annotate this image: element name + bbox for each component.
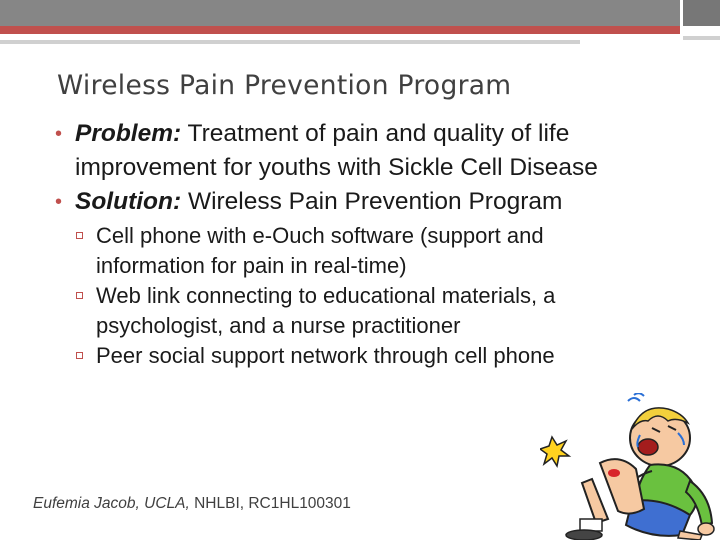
top-right-block [683,0,720,26]
top-thin-line-right [683,36,720,40]
sub-bullet-text: Peer social support network through cell phone [96,343,555,368]
square-bullet-icon [76,292,83,299]
sub-bullet-item [0,341,656,371]
footer-credit-rest: NHLBI, RC1HL100301 [189,495,351,512]
bullet-solution-label: Solution: [75,188,182,215]
sub-bullet-text: Web link connecting to educational materials, a psychologist, and a nurse practitioner [96,283,556,338]
slide-footer-credit [33,495,351,513]
crying-child-clipart-icon [540,393,720,540]
bullet-solution-text: Wireless Pain Prevention Program [181,188,563,215]
bullet-dot-icon: • [55,191,63,213]
footer-credit-italic: Eufemia Jacob, UCLA, [33,495,190,512]
square-bullet-icon [76,232,83,239]
bullet-problem-text: Treatment of pain and quality of life improvement for youths with Sickle Cell Disease [75,120,598,181]
bullet-dot-icon: • [55,123,63,145]
sub-bullet-list [0,221,720,371]
slide-title: Wireless Pain Prevention Program [57,70,512,101]
bullet-solution [0,185,695,219]
top-decoration-bar [0,0,720,44]
sub-bullet-text: Cell phone with e-Ouch software (support and information for pain in real-time) [96,223,544,278]
sub-bullet-item [0,221,656,281]
slide-body [0,117,720,371]
top-thin-line [0,40,580,44]
top-gray-band [0,0,680,26]
top-red-band [0,26,680,34]
square-bullet-icon [76,352,83,359]
sub-bullet-item [0,281,656,341]
bullet-problem [0,117,695,185]
bullet-problem-label: Problem: [75,120,182,147]
